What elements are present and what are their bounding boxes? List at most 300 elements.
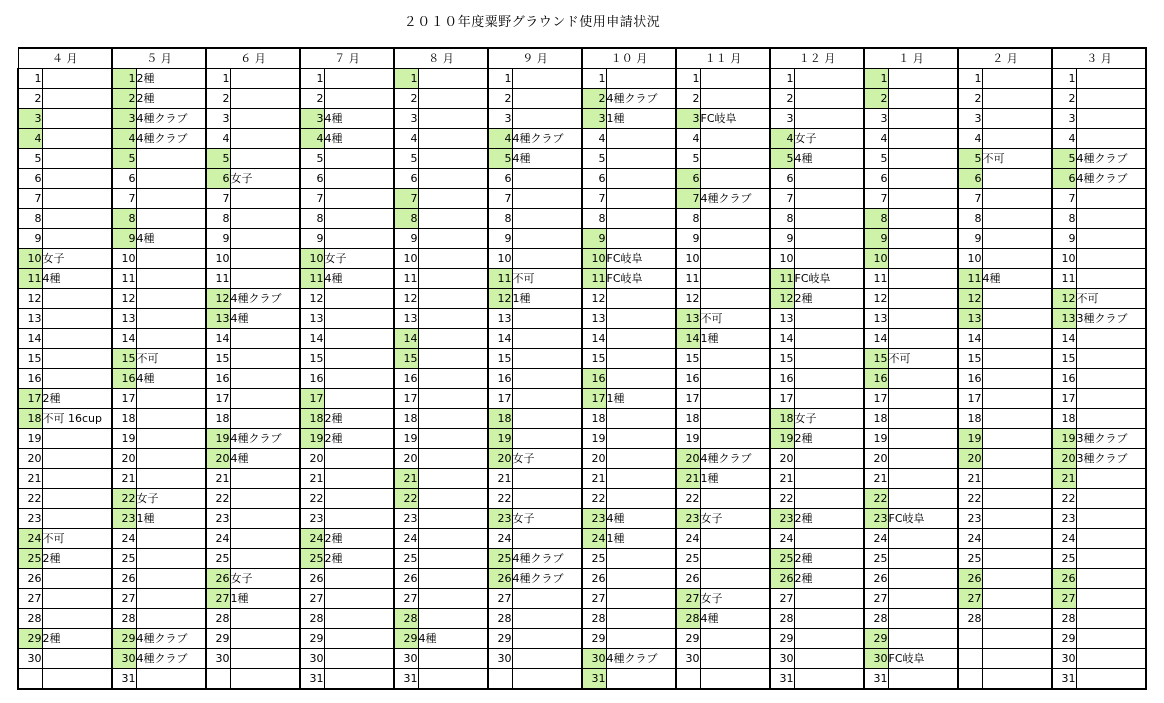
- day-number: 26: [582, 569, 606, 589]
- day-number: 23: [958, 509, 982, 529]
- day-note: FC岐阜: [888, 509, 958, 529]
- day-row: [18, 329, 1146, 349]
- day-note: 2種: [794, 569, 864, 589]
- day-note: [700, 429, 770, 449]
- day-number: 3: [676, 109, 700, 129]
- day-note: [418, 229, 488, 249]
- day-number: 18: [1052, 409, 1076, 429]
- day-note: [888, 389, 958, 409]
- day-number: 10: [676, 249, 700, 269]
- day-number: 22: [582, 489, 606, 509]
- day-note: [42, 489, 112, 509]
- day-note: [1076, 529, 1146, 549]
- day-number: 8: [112, 209, 136, 229]
- day-number: 7: [864, 189, 888, 209]
- day-note: [700, 569, 770, 589]
- day-note: [136, 329, 206, 349]
- day-note: [606, 629, 676, 649]
- day-number: 18: [206, 409, 230, 429]
- day-number: 7: [206, 189, 230, 209]
- day-number: 17: [864, 389, 888, 409]
- day-note: [794, 469, 864, 489]
- day-number: 8: [958, 209, 982, 229]
- day-note: [418, 529, 488, 549]
- day-number: 20: [488, 449, 512, 469]
- day-number: 30: [770, 649, 794, 669]
- day-number: 22: [206, 489, 230, 509]
- day-number: 17: [300, 389, 324, 409]
- day-row: [18, 529, 1146, 549]
- month-header: １２ 月: [770, 48, 864, 69]
- day-number: 1: [770, 69, 794, 89]
- day-note: [230, 189, 300, 209]
- day-note: [606, 169, 676, 189]
- day-number: 26: [206, 569, 230, 589]
- day-number: 15: [676, 349, 700, 369]
- day-note: [136, 469, 206, 489]
- day-note: [794, 329, 864, 349]
- day-number: 3: [1052, 109, 1076, 129]
- day-note: 女子: [324, 249, 394, 269]
- day-number: 5: [112, 149, 136, 169]
- day-number: 4: [300, 129, 324, 149]
- day-note: [136, 449, 206, 469]
- day-number: 15: [770, 349, 794, 369]
- day-number: 2: [488, 89, 512, 109]
- day-number: 4: [394, 129, 418, 149]
- day-number: 21: [770, 469, 794, 489]
- day-note: [512, 329, 582, 349]
- day-number: 14: [958, 329, 982, 349]
- day-number: 15: [112, 349, 136, 369]
- day-note: [136, 309, 206, 329]
- day-number: 17: [770, 389, 794, 409]
- day-row: [18, 589, 1146, 609]
- day-number: 5: [958, 149, 982, 169]
- day-number: 1: [676, 69, 700, 89]
- month-header: ９ 月: [488, 48, 582, 69]
- day-number: 6: [18, 169, 42, 189]
- day-number: 26: [676, 569, 700, 589]
- day-note: [606, 589, 676, 609]
- day-number: 5: [394, 149, 418, 169]
- day-number: 18: [112, 409, 136, 429]
- day-number: 5: [864, 149, 888, 169]
- day-number: 4: [864, 129, 888, 149]
- day-note: [136, 269, 206, 289]
- day-note: [1076, 69, 1146, 89]
- day-note: [700, 529, 770, 549]
- day-note: [42, 109, 112, 129]
- day-note: 2種: [136, 89, 206, 109]
- day-number: 19: [582, 429, 606, 449]
- day-note: 2種: [794, 289, 864, 309]
- day-note: 1種: [512, 289, 582, 309]
- day-note: [1076, 129, 1146, 149]
- day-number: 16: [112, 369, 136, 389]
- day-note: [512, 209, 582, 229]
- day-number: 24: [676, 529, 700, 549]
- day-number: 11: [112, 269, 136, 289]
- day-number: 17: [394, 389, 418, 409]
- day-note: [794, 89, 864, 109]
- day-note: [418, 469, 488, 489]
- day-number: 20: [676, 449, 700, 469]
- day-note: [230, 209, 300, 229]
- day-number: 13: [676, 309, 700, 329]
- day-number: 19: [18, 429, 42, 449]
- month-header: ３ 月: [1052, 48, 1146, 69]
- day-note: [324, 309, 394, 329]
- day-note: [888, 569, 958, 589]
- day-number: 25: [958, 549, 982, 569]
- day-note: [700, 549, 770, 569]
- day-number: 22: [300, 489, 324, 509]
- day-number: 13: [18, 309, 42, 329]
- day-number: 15: [582, 349, 606, 369]
- day-number: 16: [864, 369, 888, 389]
- day-number: 2: [18, 89, 42, 109]
- day-number: 4: [112, 129, 136, 149]
- day-note: [42, 649, 112, 669]
- day-number: 8: [488, 209, 512, 229]
- day-number: 6: [112, 169, 136, 189]
- day-note: [512, 649, 582, 669]
- day-number: 2: [1052, 89, 1076, 109]
- day-note: [982, 629, 1052, 649]
- day-note: [512, 109, 582, 129]
- day-note: [1076, 549, 1146, 569]
- day-note: 1種: [230, 589, 300, 609]
- day-number: 7: [18, 189, 42, 209]
- day-note: [230, 69, 300, 89]
- day-note: [888, 549, 958, 569]
- day-note: [982, 489, 1052, 509]
- day-note: [982, 609, 1052, 629]
- day-note: [982, 209, 1052, 229]
- day-number: 9: [488, 229, 512, 249]
- day-note: [982, 589, 1052, 609]
- day-note: [794, 629, 864, 649]
- day-note: [700, 129, 770, 149]
- day-note: [42, 369, 112, 389]
- day-note: 4種: [794, 149, 864, 169]
- day-note: [982, 229, 1052, 249]
- day-note: 4種クラブ: [1076, 149, 1146, 169]
- day-note: 不可: [136, 349, 206, 369]
- day-note: [418, 89, 488, 109]
- day-number: 13: [582, 309, 606, 329]
- day-note: [418, 249, 488, 269]
- day-number: 4: [206, 129, 230, 149]
- day-number: 29: [770, 629, 794, 649]
- day-number: 23: [488, 509, 512, 529]
- day-note: [418, 609, 488, 629]
- day-note: [42, 429, 112, 449]
- day-number: 15: [864, 349, 888, 369]
- day-number: 29: [582, 629, 606, 649]
- day-note: [888, 249, 958, 269]
- day-number: 12: [18, 289, 42, 309]
- day-number: 28: [1052, 609, 1076, 629]
- day-note: 4種クラブ: [136, 629, 206, 649]
- day-number: 10: [958, 249, 982, 269]
- day-note: [700, 249, 770, 269]
- day-number: 23: [582, 509, 606, 529]
- day-number: 19: [770, 429, 794, 449]
- day-number: 27: [582, 589, 606, 609]
- day-note: [512, 669, 582, 690]
- day-number: 11: [18, 269, 42, 289]
- day-note: [700, 69, 770, 89]
- day-note: [1076, 269, 1146, 289]
- day-note: 3種クラブ: [1076, 429, 1146, 449]
- day-number: 21: [958, 469, 982, 489]
- day-note: [512, 309, 582, 329]
- day-note: [418, 289, 488, 309]
- day-number: 27: [958, 589, 982, 609]
- day-note: [512, 469, 582, 489]
- day-number: 3: [300, 109, 324, 129]
- day-number: 27: [488, 589, 512, 609]
- month-header: ７ 月: [300, 48, 394, 69]
- day-number: 27: [18, 589, 42, 609]
- day-note: 2種: [136, 69, 206, 89]
- day-number: 11: [206, 269, 230, 289]
- day-row: [18, 369, 1146, 389]
- day-number: 20: [864, 449, 888, 469]
- day-number: 16: [1052, 369, 1076, 389]
- day-note: 女子: [700, 509, 770, 529]
- day-note: 2種: [794, 549, 864, 569]
- day-note: [1076, 229, 1146, 249]
- day-number: 28: [582, 609, 606, 629]
- day-number: 13: [1052, 309, 1076, 329]
- day-note: 不可: [42, 529, 112, 549]
- day-number: 8: [770, 209, 794, 229]
- day-number: 11: [770, 269, 794, 289]
- day-note: [324, 469, 394, 489]
- day-number: 2: [112, 89, 136, 109]
- day-number: 13: [488, 309, 512, 329]
- day-number: 16: [582, 369, 606, 389]
- day-note: [230, 469, 300, 489]
- day-number: 17: [958, 389, 982, 409]
- day-number: 10: [488, 249, 512, 269]
- day-number: 13: [394, 309, 418, 329]
- day-note: [888, 309, 958, 329]
- day-note: [230, 669, 300, 690]
- day-note: 4種: [230, 449, 300, 469]
- day-note: [700, 269, 770, 289]
- day-note: [982, 569, 1052, 589]
- day-note: [1076, 189, 1146, 209]
- day-note: [324, 389, 394, 409]
- day-number: 5: [1052, 149, 1076, 169]
- day-number: 5: [770, 149, 794, 169]
- day-note: 4種: [136, 229, 206, 249]
- day-number: 2: [300, 89, 324, 109]
- day-note: FC岐阜: [606, 269, 676, 289]
- day-note: 4種クラブ: [230, 429, 300, 449]
- day-note: [418, 509, 488, 529]
- day-number: 23: [112, 509, 136, 529]
- day-number: 13: [770, 309, 794, 329]
- day-note: [42, 569, 112, 589]
- day-number: 12: [206, 289, 230, 309]
- day-note: 4種クラブ: [606, 89, 676, 109]
- day-note: [136, 669, 206, 690]
- day-number: 26: [770, 569, 794, 589]
- day-number: 8: [1052, 209, 1076, 229]
- day-note: [606, 469, 676, 489]
- day-number: 9: [206, 229, 230, 249]
- day-note: [982, 429, 1052, 449]
- day-note: 3種クラブ: [1076, 449, 1146, 469]
- day-number: 12: [958, 289, 982, 309]
- day-note: 女子: [230, 169, 300, 189]
- day-note: [700, 389, 770, 409]
- day-note: [512, 169, 582, 189]
- day-note: [888, 269, 958, 289]
- day-note: [324, 189, 394, 209]
- day-note: [888, 289, 958, 309]
- day-number: 20: [18, 449, 42, 469]
- day-note: [700, 369, 770, 389]
- day-number: 14: [394, 329, 418, 349]
- day-number: 8: [582, 209, 606, 229]
- day-number: 30: [394, 649, 418, 669]
- day-number: 21: [582, 469, 606, 489]
- day-note: [1076, 569, 1146, 589]
- day-note: [606, 549, 676, 569]
- day-note: 不可: [888, 349, 958, 369]
- day-note: 4種クラブ: [700, 189, 770, 209]
- day-number: 3: [206, 109, 230, 129]
- day-note: [982, 449, 1052, 469]
- day-note: [512, 229, 582, 249]
- day-note: [418, 129, 488, 149]
- day-number: 5: [300, 149, 324, 169]
- day-note: 4種: [324, 109, 394, 129]
- day-note: FC岐阜: [606, 249, 676, 269]
- day-note: [136, 149, 206, 169]
- day-note: [606, 189, 676, 209]
- day-note: [794, 489, 864, 509]
- month-header: ８ 月: [394, 48, 488, 69]
- day-note: [1076, 509, 1146, 529]
- day-number: 21: [676, 469, 700, 489]
- day-number: 30: [206, 649, 230, 669]
- day-number: 5: [206, 149, 230, 169]
- day-note: [606, 229, 676, 249]
- day-note: [888, 89, 958, 109]
- day-number: 28: [18, 609, 42, 629]
- day-note: 2種: [324, 429, 394, 449]
- day-number: 31: [112, 669, 136, 690]
- month-header: １１ 月: [676, 48, 770, 69]
- day-note: [418, 109, 488, 129]
- day-note: [982, 129, 1052, 149]
- day-note: [982, 109, 1052, 129]
- day-note: [1076, 649, 1146, 669]
- day-note: [324, 209, 394, 229]
- day-note: [700, 169, 770, 189]
- day-number: 25: [18, 549, 42, 569]
- day-note: [324, 369, 394, 389]
- day-number: 1: [394, 69, 418, 89]
- day-number: 5: [18, 149, 42, 169]
- day-number: 15: [394, 349, 418, 369]
- day-number: [18, 669, 42, 690]
- day-note: [418, 69, 488, 89]
- day-note: [794, 169, 864, 189]
- day-row: [18, 549, 1146, 569]
- day-note: [982, 169, 1052, 189]
- day-note: [700, 489, 770, 509]
- day-note: [982, 649, 1052, 669]
- day-note: [42, 129, 112, 149]
- day-note: [794, 669, 864, 690]
- day-number: 13: [300, 309, 324, 329]
- day-number: 4: [488, 129, 512, 149]
- day-note: 4種: [324, 269, 394, 289]
- day-number: 17: [18, 389, 42, 409]
- day-note: [418, 429, 488, 449]
- day-number: 30: [676, 649, 700, 669]
- day-note: 1種: [606, 389, 676, 409]
- day-number: 6: [864, 169, 888, 189]
- day-number: 7: [770, 189, 794, 209]
- day-number: 19: [300, 429, 324, 449]
- day-number: 23: [1052, 509, 1076, 529]
- day-number: 17: [676, 389, 700, 409]
- day-note: [794, 249, 864, 269]
- day-number: 24: [1052, 529, 1076, 549]
- day-number: [676, 669, 700, 690]
- day-number: 29: [206, 629, 230, 649]
- day-row: [18, 349, 1146, 369]
- month-header-row: [18, 48, 1146, 69]
- day-number: 17: [1052, 389, 1076, 409]
- day-number: 23: [394, 509, 418, 529]
- day-note: [1076, 389, 1146, 409]
- day-number: 24: [300, 529, 324, 549]
- day-number: 24: [112, 529, 136, 549]
- day-number: 8: [18, 209, 42, 229]
- day-note: [136, 409, 206, 429]
- day-number: 3: [770, 109, 794, 129]
- day-note: [324, 669, 394, 690]
- day-note: [982, 369, 1052, 389]
- day-number: 7: [582, 189, 606, 209]
- month-header: １ 月: [864, 48, 958, 69]
- day-number: 28: [394, 609, 418, 629]
- day-number: 10: [582, 249, 606, 269]
- day-note: [606, 489, 676, 509]
- day-row: [18, 149, 1146, 169]
- day-note: [324, 329, 394, 349]
- day-number: 14: [206, 329, 230, 349]
- day-number: 26: [958, 569, 982, 589]
- day-note: [888, 189, 958, 209]
- day-number: 6: [958, 169, 982, 189]
- day-note: [888, 629, 958, 649]
- day-number: 16: [18, 369, 42, 389]
- day-note: [606, 289, 676, 309]
- day-note: [1076, 609, 1146, 629]
- day-number: 27: [864, 589, 888, 609]
